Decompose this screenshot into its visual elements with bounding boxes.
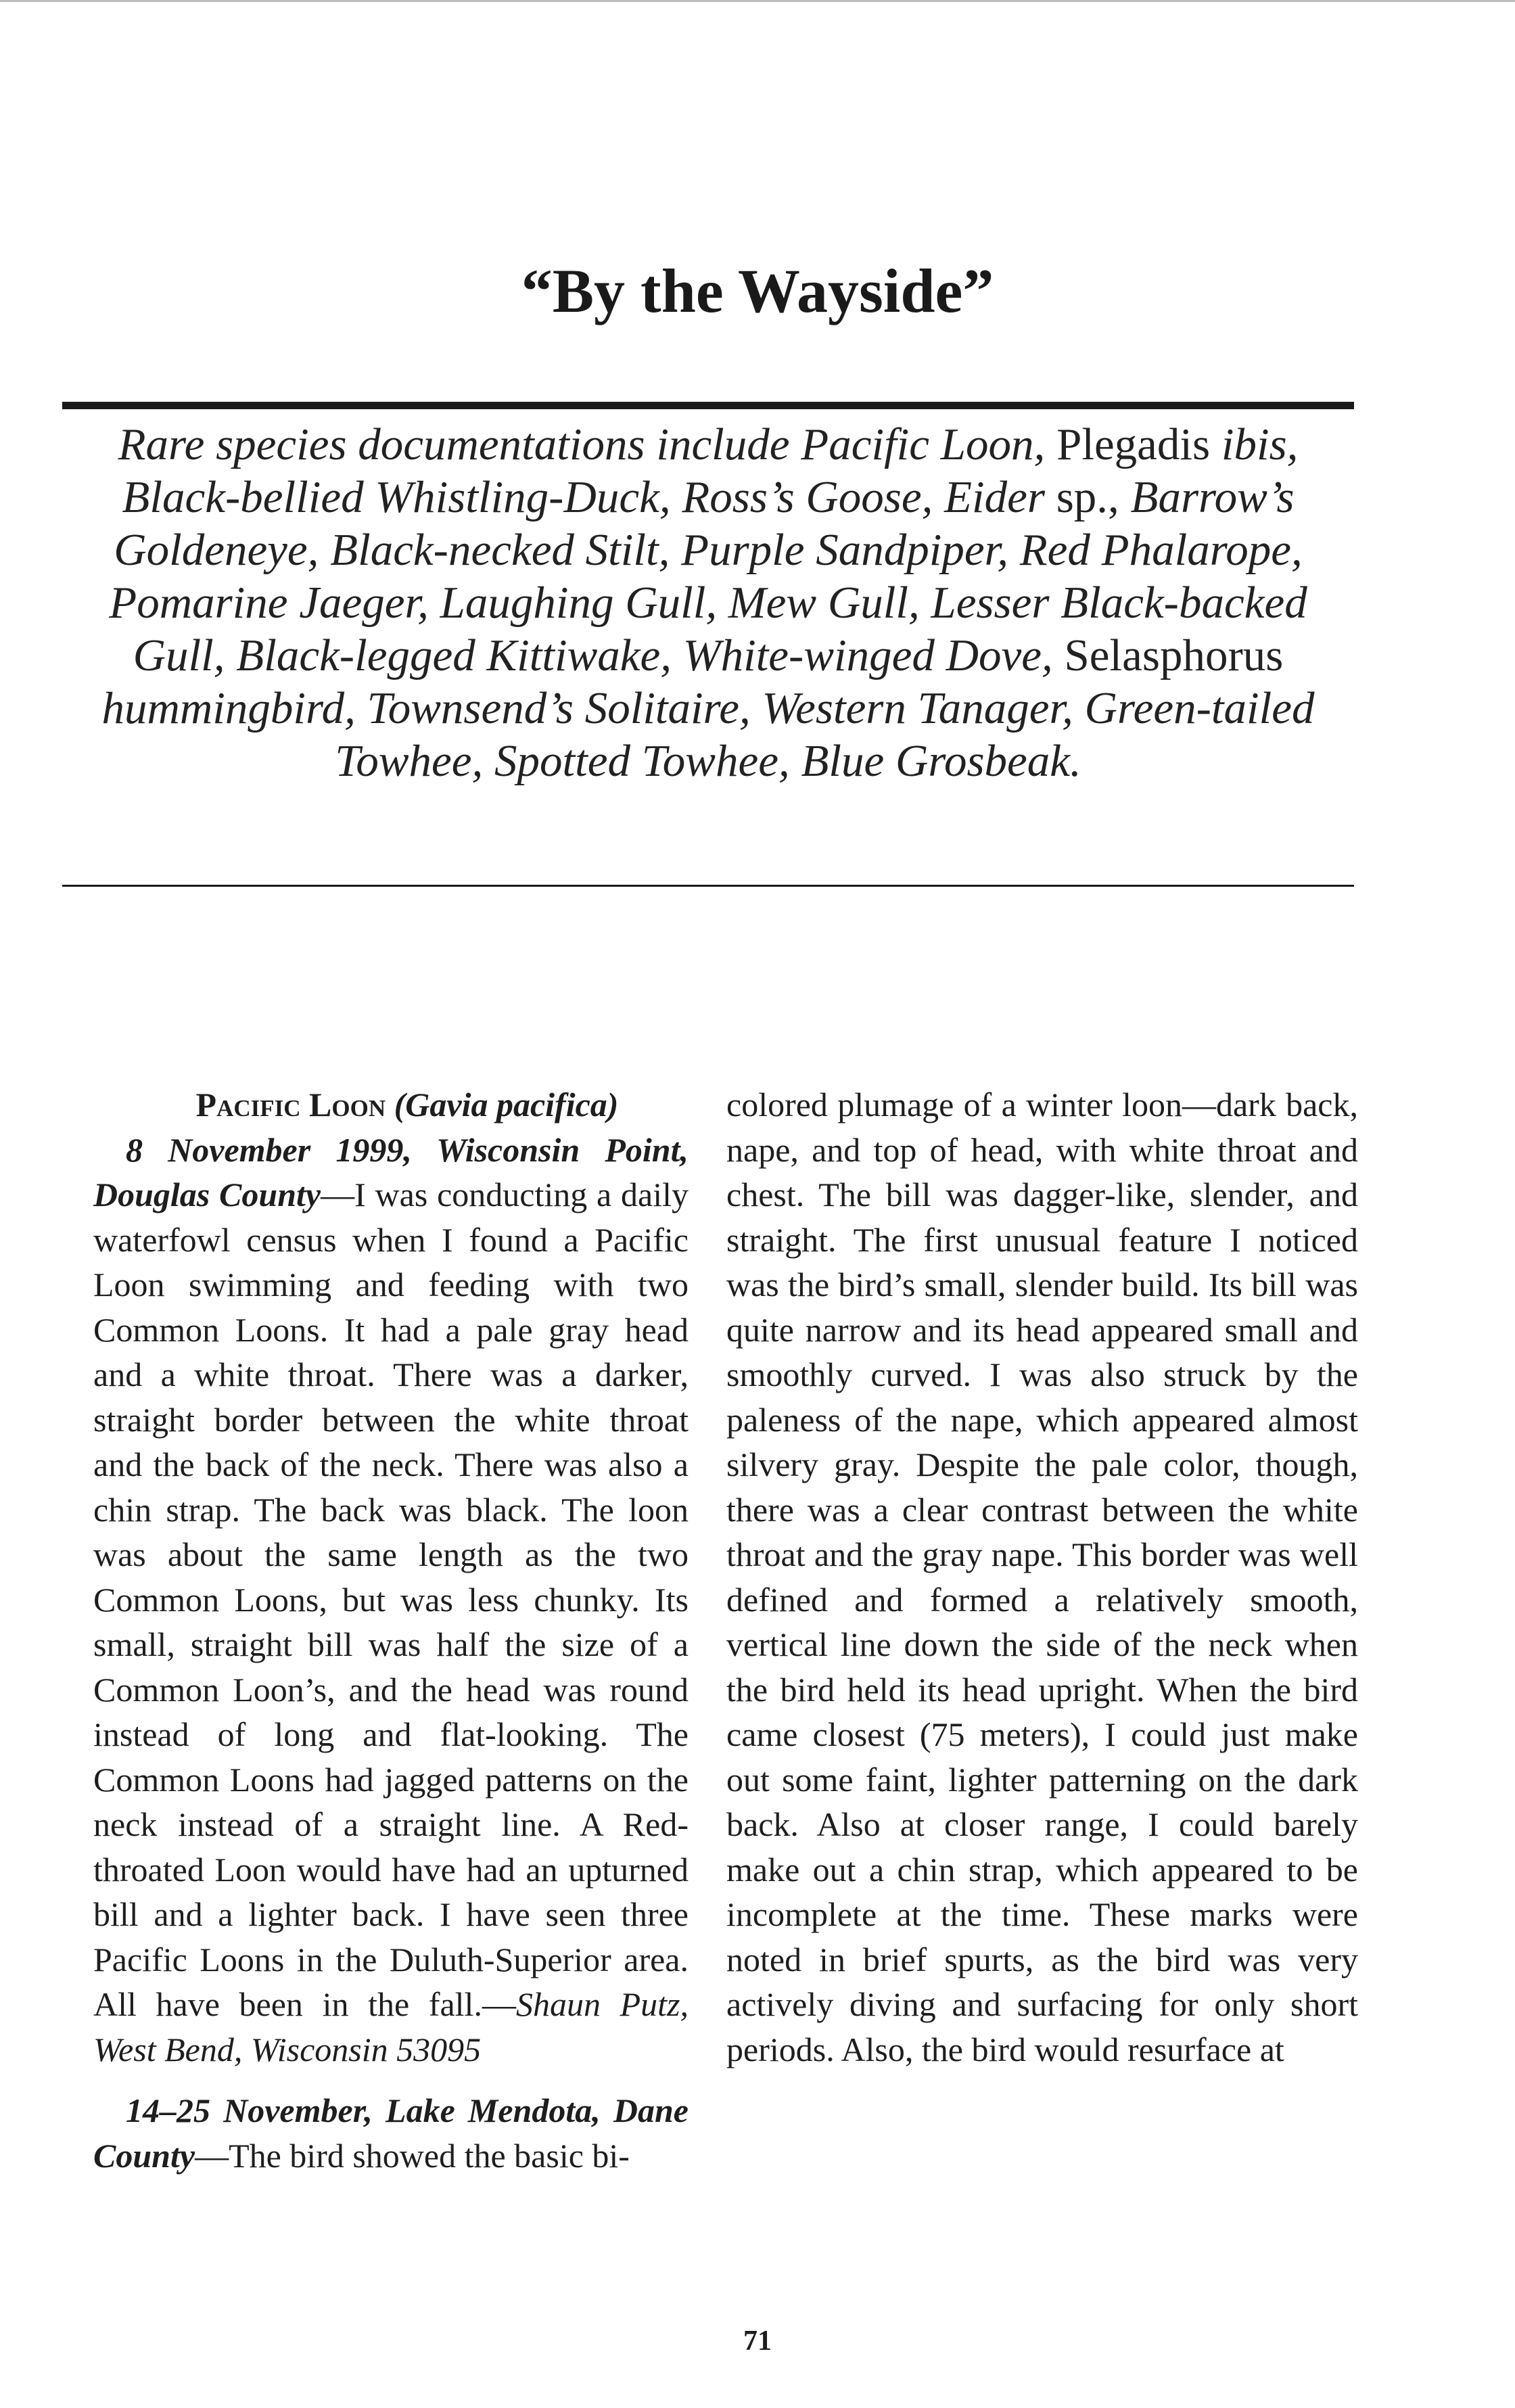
report-1-text: I was conducting a daily waterfowl census when I found a Pacific Loon swimming and feeding with two Common Loons. It had a pale gray head and a white throat. There was a darker, straight border between the white throat and the back of the neck. There was also a chin strap. The back was black. The loon was about the same length as the two Common Loons, but was less chunky. Its small, straight bill was half the size of a Common Loon’s, and the head was round instead of long and flat-looking. The Common Loons had jagged patterns on the neck instead of a straight line. A Red-throated Loon would have had an upturned bill and a lighter back. I have seen three Pacific Loons in the Duluth-Superior area. All have been in the fall.—: [93, 1176, 689, 2023]
abstract-genus-plegadis: Plegadis: [1056, 419, 1211, 469]
species-scientific-close: ): [607, 1086, 619, 1124]
report-2-dateline: 14–25 November, Lake Mendota, Dane County: [93, 2091, 689, 2175]
report-1-paragraph: [93, 1128, 689, 2073]
species-scientific-name: Gavia pacifica: [405, 1086, 607, 1124]
species-common-name: Pacific Loon: [195, 1086, 386, 1124]
abstract-bottom-rule: [62, 885, 1354, 887]
report-2-dash: —: [195, 2136, 229, 2175]
report-2-continuation: colored plumage of a winter loon—dark back, nape, and top of head, with white throat and chest. The bill was dagger-like, slender, and straight. The first unusual feature I noticed was the bird’s small, slender build. Its bill was quite narrow and its head appeared small and smoothly curved. I was also struck by the paleness of the nape, which appeared almost silvery gray. Despite the pale color, though, there was a clear contrast between the white throat and the gray nape. This border was well defined and formed a relatively smooth, vertical line down the side of the neck when the bird held its head upright. When the bird came closest (75 meters), I could just make out some faint, lighter patterning on the dark back. Also at closer range, I could barely make out a chin strap, which appeared to be incomplete at the time. These marks were noted in brief spurts, as the bird was very actively diving and surfacing for only short periods. Also, the bird would resurface at: [726, 1086, 1358, 2068]
page-title: “By the Wayside”: [521, 256, 994, 325]
abstract-genus-selasphorus: Selasphorus: [1064, 630, 1284, 680]
abstract: [62, 418, 1354, 787]
report-2-paragraph: [93, 2088, 689, 2178]
report-2-text-left: The bird showed the basic bi-: [229, 2136, 630, 2175]
report-1-dateline: 8 November 1999, Wisconsin Point, Douglas County: [93, 1130, 689, 1213]
top-edge-rule: [0, 0, 1515, 2]
abstract-text-3: Barrow’s Goldeneye, Black-necked Stilt, Purple Sandpiper, Red Phalarope, Pomarine Jaeger, Laughing Gull, Mew Gull, Lesser Black-backed Gull, Black-legged Kittiwake, White-winged Dove,: [109, 472, 1307, 680]
abstract-text-2: ibis, Black-bellied Whistling-Duck, Ross’s Goose, Eider: [122, 419, 1299, 522]
abstract-sp: sp.,: [1044, 472, 1119, 522]
species-scientific-open: (: [394, 1086, 406, 1124]
page-number: 71: [743, 2325, 772, 2357]
abstract-text-1: Rare species documentations include Pacific Loon,: [118, 419, 1057, 469]
report-1-dash: —: [321, 1176, 355, 1213]
report-1-signature: Shaun Putz, West Bend, Wisconsin 53095: [93, 1985, 689, 2068]
species-heading: [93, 1082, 689, 1128]
right-column: [726, 1082, 1358, 2072]
abstract-text-4: hummingbird, Townsend’s Solitaire, Western Tanager, Green-tailed Towhee, Spotted Towhee, Blue Grosbeak.: [101, 683, 1315, 786]
abstract-top-rule: [62, 402, 1354, 409]
left-column: [93, 1082, 689, 2178]
